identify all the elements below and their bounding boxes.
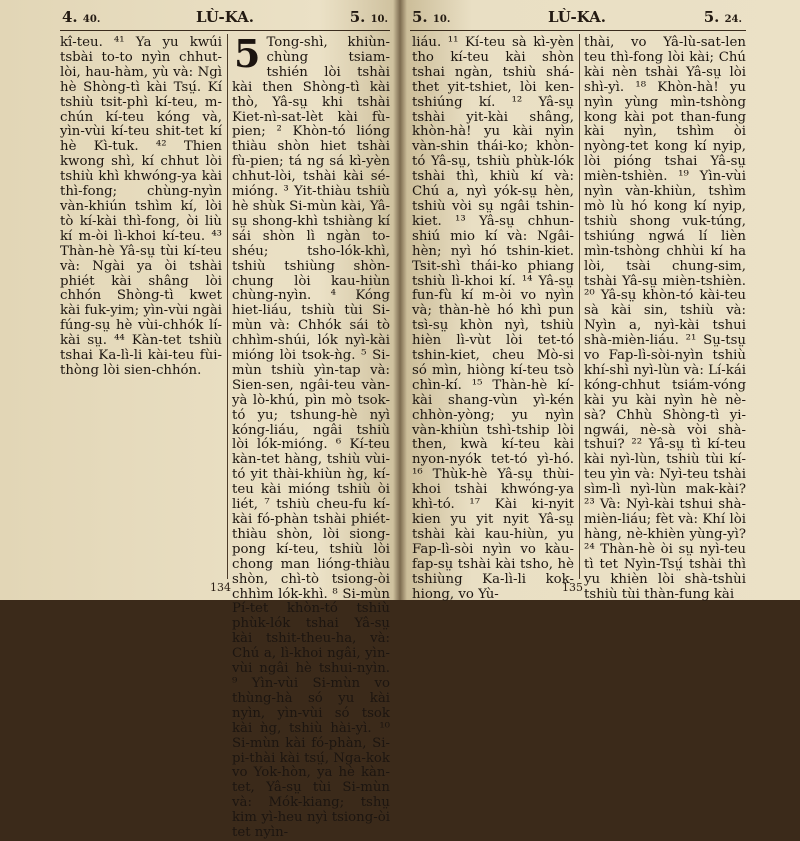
left-page-header [62, 8, 388, 30]
left-column-1 [60, 36, 222, 576]
left-header-chapter-ref: 4. 40. [62, 8, 101, 26]
chapter-5-drop-cap: 5 [234, 31, 261, 76]
right-header-chapter-ref-end: 5. 24. [703, 8, 742, 26]
book-gutter [393, 0, 407, 600]
left-column-2 [232, 31, 390, 841]
right-header-title: LÙ-KA. [547, 8, 607, 26]
right-column-divider [579, 34, 580, 579]
left-column-1-text: kî-teu. ⁴¹ Ya yu kwúi tsbài to-to nyìn chhut-lòi, hau-hàm, yù và: Ngì hè Shòng-tì kài Tsṳ́. Kí tshiù tsit-phì kí-teu, m-chún kí-teu kóng và, yìn-vùi kí-teu shit-tet kí hè Kì-tuk. ⁴² Thien kwong shì, kí chhut lòi tshiù khì khwóng-ya kài thì-fong; chùng-nyìn vàn-khiún tshìm kí, lòi tò kí-kài thì-fong, òi liù kí m-òi lì-khoi kí-teu. ⁴³ Thàn-hè Yâ-sṳ tùi kí-teu và: Ngài ya òi tshài phiét kài shâng lòi chhón Shòng-tì kwet kài fuk-yim; yìn-vùi ngài fúng-sṳ hè vùi-chhók lí-kài sṳ. ⁴⁴ Kàn-tet tshiù tshai Ka-lì-li kài-teu fùi-thòng lòi sien-chhón. [60, 35, 222, 378]
right-header-chapter-ref: 5. 10. [412, 8, 451, 26]
right-column-2 [584, 35, 746, 602]
left-header-title: LÙ-KA. [195, 8, 255, 26]
right-column-2-text: thài, vo Yâ-lù-sat-len teu thì-fong lòi kài; Chú kài nèn tshài Yâ-sṳ lòi shì-yì. ¹⁸ Khòn-hà! yu nyìn yùng mìn-tshòng kong kài pot than-fung kài nyìn, tshìm òi nyòng-tet kong kí nyip, lòi pióng tshai Yâ-sṳ mièn-tshièn. ¹⁹ Yìn-vùi nyìn vàn-khiùn, tshìm mò lù hó kong kí nyip, tshiù shong vuk-túng, tshiúng ngwá lí lièn mìn-tshòng chhùi kí ha lòi, tsài chung-sim, tshài Yâ-sṳ mièn-tshièn. ²⁰ Yâ-sṳ khòn-tó kài-teu sà kài sin, tshiù và: Nyìn a, nyì-kài tshui shà-mièn-liáu. ²¹ Sṳ-tsṳ vo Fap-lì-sòi-nyìn tshiù khí-shì nyì-lùn và: Lí-kái kóng-chhut tsiám-vóng kài yu kài nyìn hè nè-sà? Chhù Shòng-tì yi-ngwái, nè-sà vòi shà-tshui? ²² Yâ-sṳ tì kí-teu kài nyì-lùn, tshiù tùi kí-teu yìn và: Nyì-teu tshài sìm-lì nyì-lùn mak-kài? ²³ Và: Nyì-kài tshui shà-mièn-liáu; fèt và: Khí lòi hàng, nè-khièn yùng-yì? ²⁴ Thàn-hè òi sṳ nyì-teu tì tet Nyìn-Tsṳ́ tshài thì yu khièn lòi shà-tshùi tshiù tùi thàn-fung kài [584, 35, 746, 602]
left-column-divider [227, 34, 228, 579]
right-page [400, 0, 800, 600]
left-header-chapter-ref-end: 5. 10. [349, 8, 388, 26]
left-column-2-text: 5 Tong-shì, khiùn-chùng tsiam-tshién lòi tshài kài then Shòng-tì kài thò, Yâ-sṳ khi tshài Kiet-nì-sat-lèt kài fù-pien; ² Khòn-tó lióng thiàu shòn hiet tshài fù-pien; tá ng sá kì-yèn chhut-lòi, tshài kài sé-mióng. ³ Yit-thiàu tshiù hè shùk Si-mùn kài, Yâ-sṳ shong-khì tshiàng kí sái shòn lì ngàn to-shéu; tsho-lók-khì, tshiù tshiùng shòn-chung lòi kau-hiùn chùng-nyìn. ⁴ Kóng hiet-liáu, tshiù tùi Si-mùn và: Chhók sái tò chhìm-shúi, lók nyì-kài mióng lòi tsok-ǹg. ⁵ Si-mùn tshiù yìn-tap và: Sien-sen, ngâi-teu vàn-yà lò-khú, pìn mò tsok-tó yu; tshung-hè nyì kóng-liáu, ngâi tshiù lòi lók-mióng. ⁶ Kí-teu kàn-tet hàng, tshiù vùi-tó yit thài-khiùn ǹg, kí-teu kài mióng tshiù òi liét, ⁷ tshiù cheu-fu kí-kài fó-phàn tshài phiét-thiàu shòn, lòi siong-pong kí-teu, tshiù lòi chong man lióng-thiàu shòn, chì-tò tsiong-òi chhìm lók-khì. ⁸ Si-mùn Pí-tet khòn-tó tshiù phùk-lók tshai Yâ-sṳ kài tshit-theu-ha, và: Chú a, lì-khoi ngâi, yìn-vùi ngâi hè tshui-nyìn. ⁹ Yìn-vùi Si-mùn vo thùng-hà só yu kài nyìn, yìn-vùi só tsok kài ǹg, tshiù hài-yì. ¹⁰ Si-mùn kài fó-phàn, Si-pi-thài kài tsṳ́, Nga-kok vo Yok-hòn, ya hè kàn-tet, Yâ-sṳ tùi Si-mùn và: Mók-kiang; tshṳ kim yì-heu nyì tsiong-òi tet nyìn- [232, 31, 390, 841]
right-column-1-text: liáu. ¹¹ Kí-teu sà kì-yèn tho kí-teu kài shòn tshai ngàn, tshiù shá-thet yit-tshiet, lòi ken-tshiúng kí. ¹² Yâ-sṳ tshài yit-kài shâng, khòn-hà! yu kài nyìn vàn-shin thái-ko; khòn-tó Yâ-sṳ, tshiù phùk-lók tshài thì, khiù kí và: Chú a, nyì yók-sṳ hèn, tshiù vòi sṳ ngâi tshin-kiet. ¹³ Yâ-sṳ chhun-shiú mio kí và: Ngâi-hèn; nyì hó tshin-kiet. Tsit-shì thái-ko phiang tshiù lì-khoi kí. ¹⁴ Yâ-sṳ fun-fù kí m-òi vo nyìn và; thàn-hè hó khì pun tsì-sṳ khòn nyì, tshiù hièn lì-vùt lòi tet-tó tshin-kiet, cheu Mò-si só mìn, hiòng kí-teu tsò chìn-kí. ¹⁵ Thàn-hè kí-kài shang-vùn yì-kén chhòn-yòng; yu nyìn vàn-khiùn tshì-tship lòi then, kwà kí-teu kài nyon-nyók tet-tó yì-hó. ¹⁶ Thùk-hè Yâ-sṳ thùi-khoi tshài khwóng-ya khì-tó. ¹⁷ Kài ki-nyit kien yu yit nyit Yâ-sṳ tshài kài kau-hiùn, yu Fap-lì-sòi nyìn vo kàu-fap-sṳ tshài kài tsho, hè tshiùng Ka-lì-li kok-hiong, vo Yù- [412, 35, 574, 602]
right-page-number: 135 [562, 581, 583, 594]
right-header-rule [410, 30, 746, 31]
right-page-header [412, 8, 742, 30]
left-header-rule [60, 30, 390, 31]
left-page-number: 134 [210, 581, 231, 594]
